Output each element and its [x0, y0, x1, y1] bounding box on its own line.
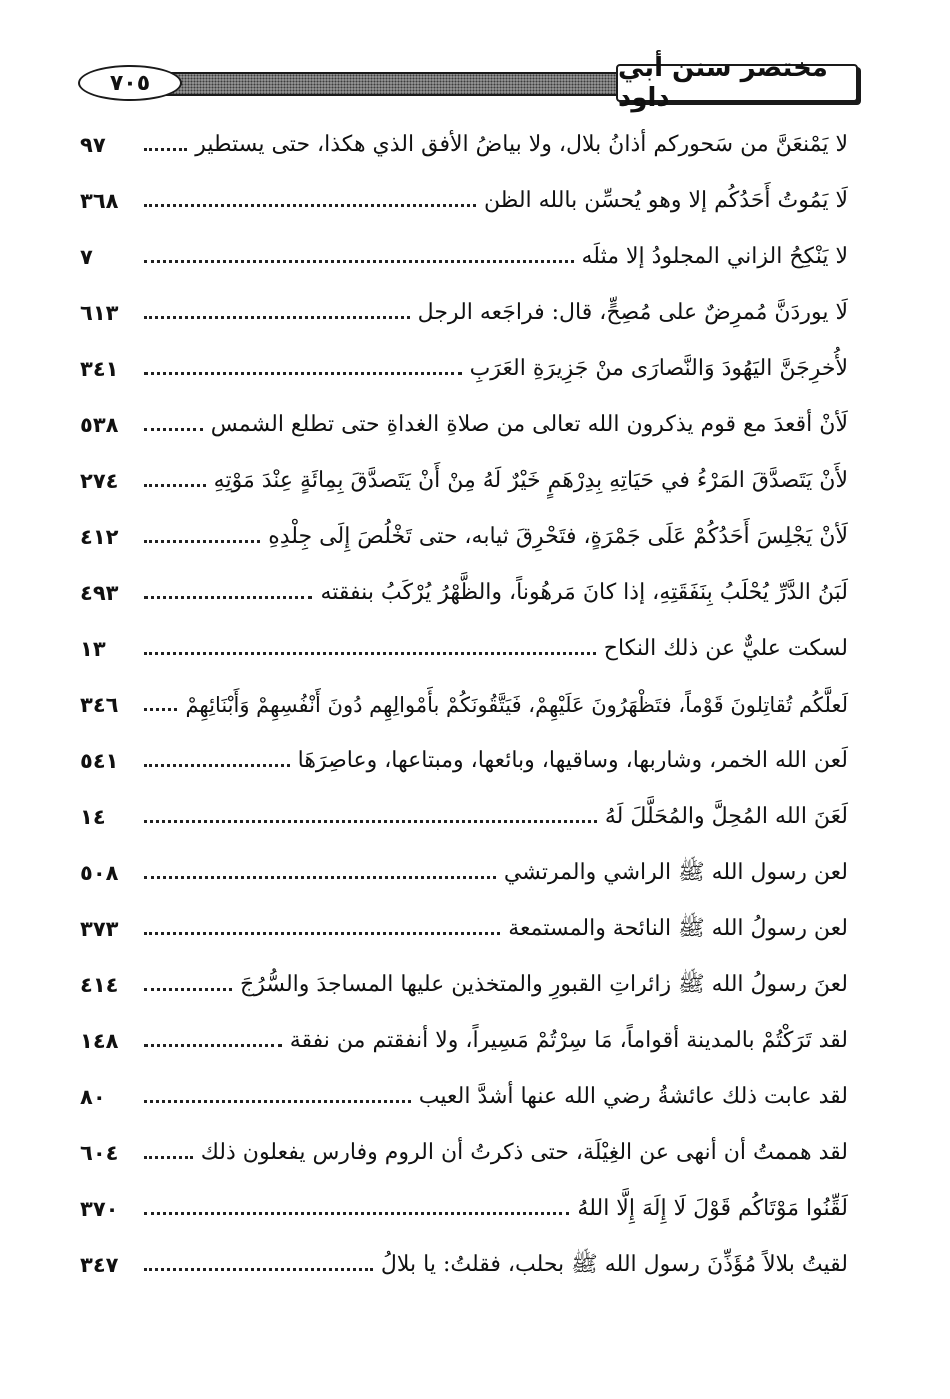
dot-leader: [144, 1100, 411, 1103]
dot-leader: [144, 204, 476, 207]
entry-page-number: ٦٠٤: [80, 1140, 119, 1165]
entry-text: لقد هممتُ أن أنهى عن الغِيْلَة، حتى ذكرتُ أن الروم وفارس يفعلون ذلك: [200, 1140, 848, 1165]
dot-leader: [144, 1268, 373, 1271]
entry-text: لَأنْ أقعدَ مع قوم يذكرون الله تعالى من صلاةِ الغداةِ حتى تطلع الشمس: [210, 412, 848, 437]
index-entry: [80, 1125, 848, 1181]
dot-leader: [144, 932, 500, 935]
entry-page-number: ٣٤٧: [80, 1252, 119, 1277]
index-entry: [80, 1181, 848, 1237]
index-entry: [80, 789, 848, 845]
entry-page-number: ٣٦٨: [80, 188, 119, 213]
entry-text: لا يَنْكِحُ الزاني المجلودُ إلا مثلَه: [581, 244, 848, 269]
index-entry: [80, 117, 848, 173]
dot-leader: [144, 260, 574, 263]
index-entry: [80, 341, 848, 397]
book-title: مختصر سنن أبي داود: [616, 64, 858, 102]
index-entry: [80, 285, 848, 341]
dot-leader: [144, 372, 462, 375]
index-entry: [80, 229, 848, 285]
index-entry: [80, 509, 848, 565]
index-entry: [80, 565, 848, 621]
entry-page-number: ١٤: [80, 804, 106, 829]
dot-leader: [144, 1156, 193, 1159]
dot-leader: [144, 764, 290, 767]
index-entry: [80, 957, 848, 1013]
entry-text: لَعَنَ الله المُحِلَّ والمُحَلَّلَ لَهُ: [604, 804, 848, 829]
entry-page-number: ٣٧٠: [80, 1196, 119, 1221]
index-entry: [80, 397, 848, 453]
index-entry: [80, 901, 848, 957]
entry-page-number: ٥٤١: [80, 748, 119, 773]
dot-leader: [144, 708, 177, 711]
entry-page-number: ٥٣٨: [80, 412, 119, 437]
entry-page-number: ٩٧: [80, 132, 106, 157]
index-entry: [80, 621, 848, 677]
dot-leader: [144, 596, 312, 599]
index-entry: [80, 173, 848, 229]
index-entry: [80, 453, 848, 509]
entry-page-number: ٥٠٨: [80, 860, 119, 885]
entry-page-number: ٢٧٤: [80, 468, 119, 493]
entry-text: لَا يوردَنَّ مُمرِضٌ على مُصِحٍّ، قال: فراجَعه الرجل: [417, 300, 848, 325]
entry-text: لعن رسولُ الله ﷺ النائحة والمستمعة: [508, 916, 848, 941]
entry-page-number: ٣٧٣: [80, 916, 119, 941]
dot-leader: [144, 820, 597, 823]
index-entry: [80, 845, 848, 901]
entry-text: لَأنْ يَجْلِسَ أَحَدُكُمْ عَلَى جَمْرَةٍ، فتَحْرِقَ ثيابه، حتى تَخْلُصَ إِلَى جِلْدِهِ: [268, 524, 848, 549]
entry-page-number: ٣٤٦: [80, 692, 119, 717]
entry-page-number: ٧: [80, 244, 93, 269]
entry-text: لا يَمْنعَنَّ من سَحوركم أذانُ بلال، ولا بياضُ الأفق الذي هكذا، حتى يستطير: [195, 132, 848, 157]
page-number: ٧٠٥: [78, 65, 182, 101]
entry-text: لسكت عليٌّ عن ذلك النكاح: [603, 636, 848, 661]
entry-text: لقيتُ بلالاً مُؤَذِّنَ رسول الله ﷺ بحلب، فقلتُ: يا بلالُ: [380, 1252, 848, 1277]
entry-text: لَعن الله الخمر، وشاربها، وساقيها، وبائعها، ومبتاعها، وعاصِرَهَا: [297, 748, 848, 773]
dot-leader: [144, 316, 410, 319]
entry-text: لَبَنُ الدَّرِّ يُحْلَبُ بِنَفَقَتِهِ، إذا كانَ مَرهُوناً، والظَّهْرُ يُرْكَبُ بنفقته: [320, 580, 848, 605]
dot-leader: [144, 540, 260, 543]
index-entry: [80, 1237, 848, 1293]
entry-text: لعنَ رسولُ الله ﷺ زائراتِ القبورِ والمتخذين عليها المساجدَ والسُّرُجَ: [240, 972, 848, 997]
hadith-index-list: [80, 117, 848, 1293]
dot-leader: [144, 652, 596, 655]
dot-leader: [144, 484, 206, 487]
index-entry: [80, 1069, 848, 1125]
dot-leader: [144, 876, 496, 879]
dot-leader: [144, 1212, 569, 1215]
index-entry: [80, 1013, 848, 1069]
entry-page-number: ٤١٤: [80, 972, 119, 997]
entry-page-number: ٣٤١: [80, 356, 119, 381]
entry-page-number: ١٤٨: [80, 1028, 119, 1053]
entry-text: لَقِّنُوا مَوْتَاكُم قَوْلَ لَا إِلَهَ إِلَّا اللهُ: [577, 1196, 848, 1221]
entry-text: لقد تَرَكْتُمْ بالمدينة أقواماً، مَا سِرْتُمْ مَسِيراً، ولا أنفقتم من نفقة: [289, 1028, 848, 1053]
index-entry: [80, 733, 848, 789]
entry-page-number: ٤١٢: [80, 524, 119, 549]
dot-leader: [144, 988, 232, 991]
entry-text: لأُخرِجَنَّ اليَهُودَ وَالنَّصارَى منْ جَزِيرَةِ العَرَبِ: [469, 356, 848, 381]
entry-text: لأَنْ يَتَصدَّقَ المَرْءُ في حَيَاتِهِ بِدِرْهَمٍ خَيْرٌ لَهُ مِنْ أَنْ يَتَصدَّقَ بِمِائَةٍ عِنْدَ مَوْتِهِ: [213, 468, 848, 493]
entry-page-number: ٨٠: [80, 1084, 106, 1109]
dot-leader: [144, 1044, 282, 1047]
entry-page-number: ١٣: [80, 636, 106, 661]
entry-page-number: ٦١٣: [80, 300, 119, 325]
entry-text: لَا يَمُوتُ أَحَدُكُم إلا وهو يُحسِّن بالله الظن: [484, 188, 848, 213]
entry-page-number: ٤٩٣: [80, 580, 119, 605]
index-entry: [80, 677, 848, 733]
running-header: [78, 53, 858, 113]
entry-text: لَعلَّكُم تُقاتِلونَ قَوْماً، فتَظْهَرُونَ عَلَيْهِمْ، فَيَتَّقُونَكُمْ بأَمْوالِهِم دُونَ أَنْفُسِهِمْ وَأَبْنَائِهِمْ: [185, 692, 848, 717]
dot-leader: [144, 428, 203, 431]
entry-text: لقد عابت ذلك عائشةُ رضي الله عنها أشدَّ العيب: [418, 1084, 848, 1109]
entry-text: لعن رسول الله ﷺ الراشي والمرتشي: [503, 860, 848, 885]
dot-leader: [144, 148, 187, 151]
